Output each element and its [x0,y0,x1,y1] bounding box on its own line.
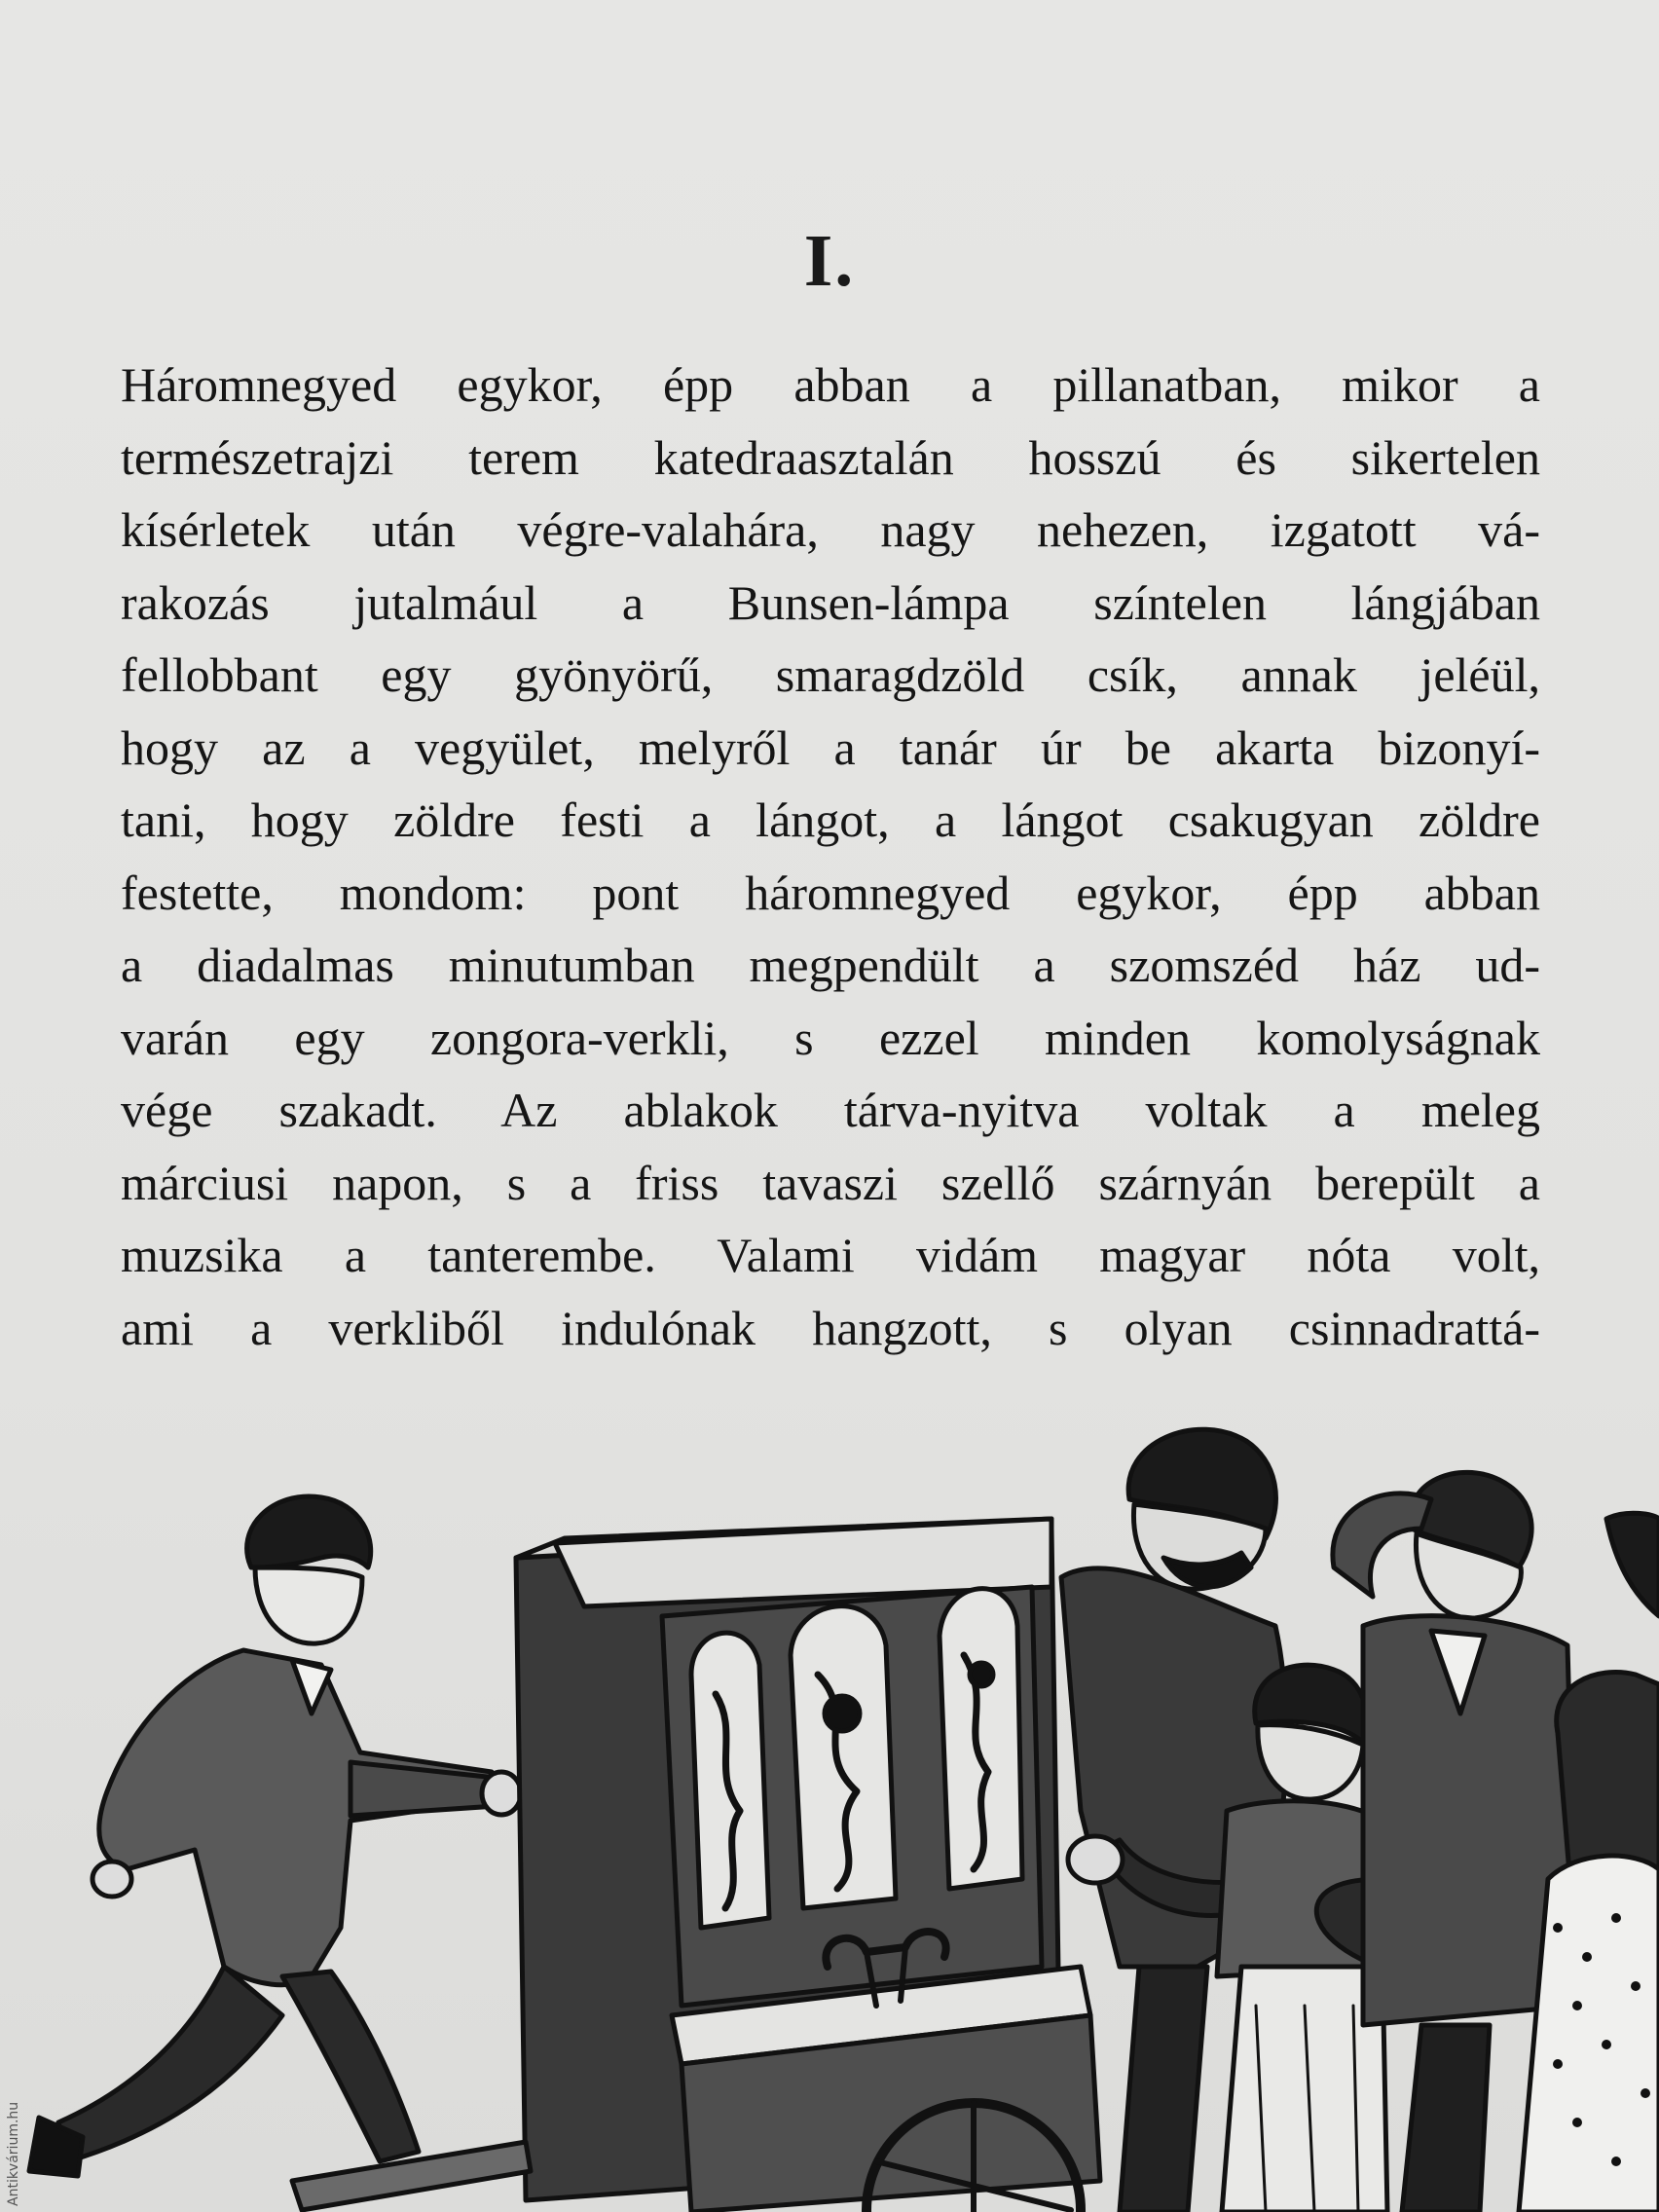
watermark: Antikvárium.hu [6,2101,21,2206]
barrel-organ-illustration [0,1421,1659,2212]
body-text [121,349,1540,1364]
text-line: hogy az a vegyület, melyről a tanár úr be akarta bizonyí- [121,719,1540,775]
text-line: Háromnegyed egykor, épp abban a pillanatban, mikor a [121,357,1540,412]
text-line: festette, mondom: pont háromnegyed egykor, épp abban [121,865,1540,920]
text-line: varán egy zongora-verkli, s ezzel minden komolyságnak [121,1010,1540,1065]
text-line: vége szakadt. Az ablakok tárva-nyitva voltak a meleg [121,1083,1540,1137]
text-line: muzsika a tanterembe. Valami vidám magyar nóta volt, [121,1228,1540,1282]
text-line: kísérletek után végre-valahára, nagy nehezen, izgatott vá- [121,502,1540,557]
barrel-organ [292,1519,1100,2212]
running-boy-figure [29,1496,521,2176]
text-line: ami a verkliből indulónak hangzott, s olyan csinnadrattá- [121,1300,1540,1355]
text-line: tani, hogy zöldre festi a lángot, a lángot csakugyan zöldre [121,793,1540,847]
text-line: márciusi napon, s a friss tavaszi szellő szárnyán berepült a [121,1155,1540,1210]
chapter-title: I. [803,220,856,302]
text-line: rakozás jutalmául a Bunsen-lámpa színtelen lángjában [121,574,1540,630]
text-line: a diadalmas minutumban megpendült a szomszéd ház ud- [121,938,1540,992]
text-line: fellobbant egy gyönyörű, smaragdzöld csík, annak jeléül, [121,647,1540,702]
text-line: természetrajzi terem katedraasztalán hosszú és sikertelen [121,429,1540,485]
